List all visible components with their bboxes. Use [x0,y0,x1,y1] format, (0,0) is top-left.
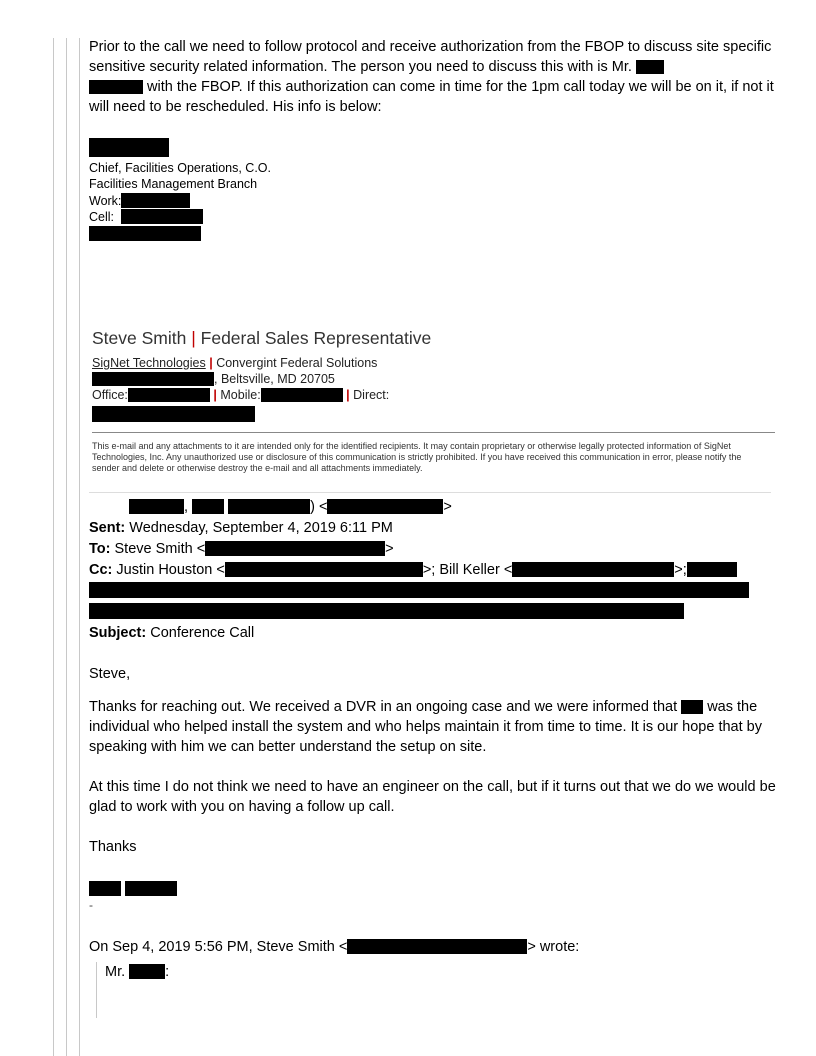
redaction-block [89,582,749,598]
sent-line [89,518,779,539]
salutation: Steve, [89,666,131,682]
paragraph-text: Prior to the call we need to follow protocol and receive authorization from the FBOP to discuss site specific sensitive security related information. The person you need to discuss this with is Mr. [89,39,772,75]
signature-name: Steve Smith [92,328,187,348]
redaction-block [89,80,143,94]
attribution-suffix: > wrote: [527,939,580,955]
office-label: Office: [92,388,128,402]
contact-branch: Facilities Management Branch [89,177,258,191]
separator: | [213,388,217,402]
contact-block [89,138,271,242]
sent-label: Sent: [89,520,126,536]
subject-line [89,623,779,644]
paragraph-text: with the FBOP. If this authorization can come in time for the 1pm call today we will be on it, if not it will need to be rescheduled. His info is below: [89,79,774,115]
redaction-block [687,562,737,577]
redaction-block [228,499,310,514]
work-label: Work: [89,193,122,208]
subject-value: Conference Call [150,625,255,641]
paragraph-authorization [89,37,779,117]
cc-line [89,560,779,581]
quote-bar-inner [96,962,97,1018]
quote-bar [53,38,54,1056]
redaction-block [125,881,177,896]
paragraph-text: was the individual who helped install the system and who helps maintain it from time to time. It is our hope that by speaking with him we can better understand the setup on site. [89,699,762,755]
signature-address-line [92,371,782,387]
quote-bar [79,38,80,1056]
cc-separator: >; [674,562,687,578]
quoted-greeting [105,962,169,982]
confidentiality-disclaimer: This e-mail and any attachments to it are intended only for the identified recipients. It may contain proprietary or otherwise legally protected information of SigNet Technologies, Inc. Any unauthorized use or disclosure of this communication is strictly prohibited. If you have received this communication in error, please notify the sender and delete or otherwise destroy the e-mail and all attachments immediately. [92,441,742,473]
greeting-title: Mr. [105,964,126,980]
email-header [89,497,779,644]
separator: | [346,388,350,402]
from-line [89,497,779,518]
paragraph-text: Thanks for reaching out. We received a DVR in an ongoing case and we were informed that [89,699,678,715]
redaction-block [89,226,201,241]
redaction-block [636,60,664,74]
redaction-block [347,939,527,954]
email-signature [92,326,782,423]
greeting-colon: : [165,964,170,980]
sent-value: Wednesday, September 4, 2019 6:11 PM [129,520,393,536]
redaction-block [92,372,214,386]
redaction-block [192,499,224,514]
signoff-dash: - [89,898,93,912]
section-divider [89,492,771,493]
paragraph-dvr [89,697,779,757]
signature-role: Federal Sales Representative [200,328,432,348]
closing-thanks: Thanks [89,839,137,855]
redaction-block [681,700,703,714]
signature-company-line [92,355,782,371]
redaction-block [121,193,190,208]
separator: | [209,356,213,370]
signature-divider [92,432,775,433]
subject-label: Subject: [89,625,147,641]
cc-label: Cc: [89,562,113,578]
paragraph-engineer: At this time I do not think we need to have an engineer on the call, but if it turns out that we do we would be glad to work with you on having a follow up call. [89,779,776,815]
redaction-block [92,406,255,422]
redaction-block [121,209,203,224]
redaction-block [205,541,385,556]
signature-company2: Convergint Federal Solutions [216,356,378,370]
separator: | [191,328,196,348]
cell-label: Cell: [89,210,115,224]
redaction-block [128,388,210,402]
redaction-block [225,562,423,577]
redaction-block [129,499,184,514]
redaction-block [89,138,169,157]
signature-phone-line [92,387,782,403]
redaction-block [129,964,165,979]
redaction-block [512,562,674,577]
redaction-block [89,881,121,896]
to-label: To: [89,541,111,557]
from-end: > [443,499,452,515]
sender-signoff [89,879,177,899]
contact-title: Chief, Facilities Operations, C.O. [89,160,272,175]
quoted-attribution [89,937,579,957]
quote-bar [66,38,67,1056]
signature-address: , Beltsville, MD 20705 [214,372,335,386]
attribution-prefix: On Sep 4, 2019 5:56 PM, Steve Smith < [89,939,348,955]
to-end: > [385,541,394,557]
to-value: Steve Smith < [114,541,206,557]
redaction-block [327,499,443,514]
signature-name-line [92,326,782,350]
cc-recipient: Justin Houston < [116,562,225,578]
signature-company-link[interactable]: SigNet Technologies [92,356,206,370]
from-separator: , [184,499,189,515]
direct-label: Direct: [353,388,390,402]
to-line [89,539,779,560]
cc-recipient: >; Bill Keller < [422,562,513,578]
from-separator: ) < [310,499,328,515]
redaction-block [89,603,684,619]
redaction-block [261,388,343,402]
mobile-label: Mobile: [220,388,261,402]
